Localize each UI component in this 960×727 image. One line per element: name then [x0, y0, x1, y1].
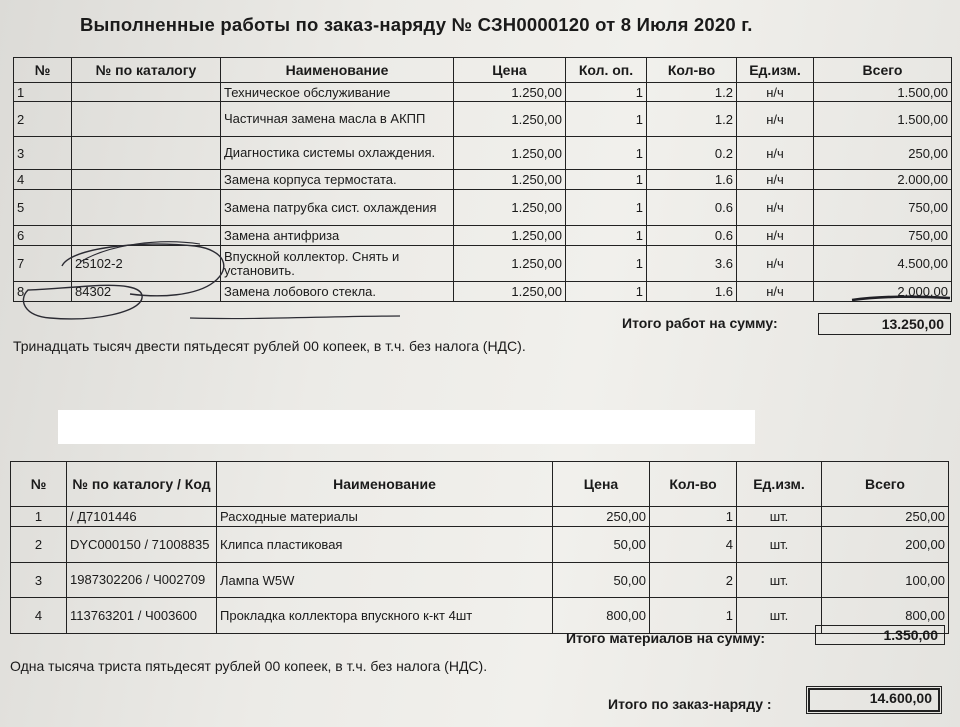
row-code: / Д7101446 — [67, 507, 217, 527]
row-number: 2 — [11, 527, 67, 563]
row-name: Техническое обслуживание — [221, 83, 454, 102]
row-unit: н/ч — [737, 83, 814, 102]
row-qty: 0.2 — [647, 137, 737, 170]
table-row — [11, 507, 949, 527]
works-total-words: Тринадцать тысяч двести пятьдесят рублей 00 копеек, в т.ч. без налога (НДС). — [13, 338, 526, 354]
row-code: DYC000150 / 71008835 — [67, 527, 217, 563]
row-price: 1.250,00 — [454, 170, 566, 190]
materials-total-value: 1.350,00 — [815, 625, 945, 645]
row-total: 2.000,00 — [814, 170, 952, 190]
row-ops: 1 — [566, 170, 647, 190]
row-price: 1.250,00 — [454, 83, 566, 102]
row-total: 750,00 — [814, 190, 952, 226]
col-header-number: № — [11, 462, 67, 507]
row-number: 2 — [14, 102, 72, 137]
row-total: 1.500,00 — [814, 83, 952, 102]
table-row — [14, 282, 952, 302]
row-catalog — [72, 190, 221, 226]
row-catalog: 25102-2 — [72, 246, 221, 282]
table-row — [11, 598, 949, 634]
row-code: 113763201 / Ч003600 — [67, 598, 217, 634]
col-header-unit: Ед.изм. — [737, 58, 814, 83]
col-header-catalog: № по каталогу — [72, 58, 221, 83]
table-row — [14, 83, 952, 102]
row-ops: 1 — [566, 226, 647, 246]
row-number: 1 — [11, 507, 67, 527]
row-ops: 1 — [566, 102, 647, 137]
row-ops: 1 — [566, 190, 647, 226]
row-qty: 1.6 — [647, 282, 737, 302]
row-total: 750,00 — [814, 226, 952, 246]
row-price: 1.250,00 — [454, 246, 566, 282]
row-price: 800,00 — [553, 598, 650, 634]
row-number: 4 — [14, 170, 72, 190]
row-catalog — [72, 170, 221, 190]
row-total: 250,00 — [822, 507, 949, 527]
row-price: 1.250,00 — [454, 102, 566, 137]
row-total: 2.000,00 — [814, 282, 952, 302]
table-row — [14, 190, 952, 226]
row-total: 100,00 — [822, 563, 949, 598]
materials-total-label: Итого материалов на сумму: — [566, 630, 765, 646]
row-name: Замена антифриза — [221, 226, 454, 246]
row-total: 800,00 — [822, 598, 949, 634]
row-price: 50,00 — [553, 527, 650, 563]
col-header-price: Цена — [454, 58, 566, 83]
col-header-price: Цена — [553, 462, 650, 507]
table-row — [14, 170, 952, 190]
col-header-qty: Кол-во — [647, 58, 737, 83]
col-header-ops: Кол. оп. — [566, 58, 647, 83]
row-number: 7 — [14, 246, 72, 282]
row-unit: н/ч — [737, 282, 814, 302]
order-total-label: Итого по заказ-наряду : — [608, 696, 772, 712]
row-number: 6 — [14, 226, 72, 246]
row-name: Расходные материалы — [217, 507, 553, 527]
row-unit: шт. — [737, 527, 822, 563]
row-number: 4 — [11, 598, 67, 634]
row-total: 200,00 — [822, 527, 949, 563]
col-header-total: Всего — [814, 58, 952, 83]
row-name: Диагностика системы охлаждения. — [221, 137, 454, 170]
col-header-name: Наименование — [221, 58, 454, 83]
col-header-code: № по каталогу / Код — [67, 462, 217, 507]
row-total: 4.500,00 — [814, 246, 952, 282]
row-catalog — [72, 226, 221, 246]
row-qty: 0.6 — [647, 190, 737, 226]
row-qty: 1 — [650, 507, 737, 527]
works-total-value: 13.250,00 — [818, 313, 951, 335]
row-number: 3 — [14, 137, 72, 170]
table-row — [14, 137, 952, 170]
row-unit: н/ч — [737, 102, 814, 137]
row-name: Частичная замена масла в АКПП — [221, 102, 454, 137]
row-qty: 3.6 — [647, 246, 737, 282]
row-unit: шт. — [737, 598, 822, 634]
materials-header-row — [11, 462, 949, 507]
col-header-number: № — [14, 58, 72, 83]
row-name: Замена патрубка сист. охлаждения — [221, 190, 454, 226]
row-catalog — [72, 137, 221, 170]
row-number: 5 — [14, 190, 72, 226]
row-qty: 1.6 — [647, 170, 737, 190]
row-ops: 1 — [566, 137, 647, 170]
materials-table — [10, 461, 949, 634]
col-header-name: Наименование — [217, 462, 553, 507]
row-catalog — [72, 83, 221, 102]
row-ops: 1 — [566, 282, 647, 302]
row-ops: 1 — [566, 246, 647, 282]
row-price: 250,00 — [553, 507, 650, 527]
row-qty: 0.6 — [647, 226, 737, 246]
row-price: 1.250,00 — [454, 226, 566, 246]
col-header-unit: Ед.изм. — [737, 462, 822, 507]
row-unit: н/ч — [737, 170, 814, 190]
row-qty: 1 — [650, 598, 737, 634]
row-price: 1.250,00 — [454, 137, 566, 170]
table-row — [14, 102, 952, 137]
page-title: Выполненные работы по заказ-наряду № СЗН0000120 от 8 Июля 2020 г. — [80, 14, 753, 35]
works-total-label: Итого работ на сумму: — [622, 315, 778, 331]
col-header-total: Всего — [822, 462, 949, 507]
row-number: 8 — [14, 282, 72, 302]
row-price: 1.250,00 — [454, 282, 566, 302]
row-name: Впускной коллектор. Снять и установить. — [221, 246, 454, 282]
table-row — [14, 226, 952, 246]
row-qty: 1.2 — [647, 83, 737, 102]
row-code: 1987302206 / Ч002709 — [67, 563, 217, 598]
row-qty: 4 — [650, 527, 737, 563]
works-header-row — [14, 58, 952, 83]
row-unit: шт. — [737, 507, 822, 527]
row-qty: 2 — [650, 563, 737, 598]
row-catalog: 84302 — [72, 282, 221, 302]
pen-underline-mark — [190, 316, 400, 319]
row-unit: шт. — [737, 563, 822, 598]
order-total-value: 14.600,00 — [808, 688, 940, 712]
row-qty: 1.2 — [647, 102, 737, 137]
row-number: 3 — [11, 563, 67, 598]
row-name: Клипса пластиковая — [217, 527, 553, 563]
row-price: 1.250,00 — [454, 190, 566, 226]
row-catalog — [72, 102, 221, 137]
materials-total-words: Одна тысяча триста пятьдесят рублей 00 копеек, в т.ч. без налога (НДС). — [10, 658, 488, 674]
table-row — [11, 527, 949, 563]
col-header-qty: Кол-во — [650, 462, 737, 507]
row-total: 1.500,00 — [814, 102, 952, 137]
row-total: 250,00 — [814, 137, 952, 170]
table-row — [14, 246, 952, 282]
row-price: 50,00 — [553, 563, 650, 598]
row-ops: 1 — [566, 83, 647, 102]
row-name: Замена корпуса термостата. — [221, 170, 454, 190]
row-unit: н/ч — [737, 137, 814, 170]
redacted-block — [58, 410, 755, 444]
row-number: 1 — [14, 83, 72, 102]
table-row — [11, 563, 949, 598]
row-unit: н/ч — [737, 190, 814, 226]
row-name: Прокладка коллектора впускного к-кт 4шт — [217, 598, 553, 634]
row-unit: н/ч — [737, 226, 814, 246]
row-name: Замена лобового стекла. — [221, 282, 454, 302]
row-name: Лампа W5W — [217, 563, 553, 598]
works-table — [13, 57, 952, 302]
row-unit: н/ч — [737, 246, 814, 282]
